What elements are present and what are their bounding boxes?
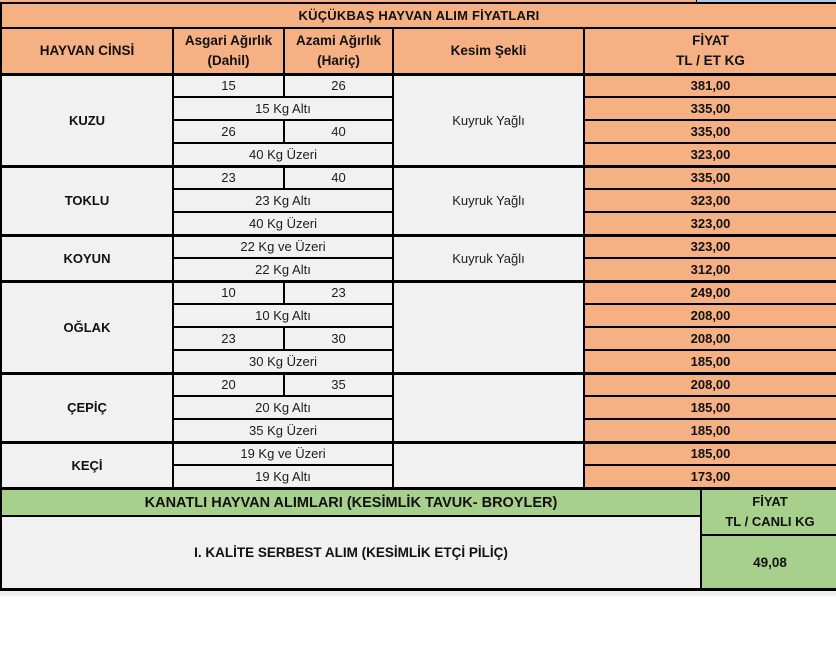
poultry-title: KANATLI HAYVAN ALIMLARI (KESİMLİK TAVUK- BROYLER) <box>2 490 702 517</box>
weight-max: 40 <box>284 120 393 143</box>
price-cell: 208,00 <box>584 373 836 396</box>
col-header-max-line2: (Hariç) <box>317 52 360 68</box>
animal-name-koyun: KOYUN <box>1 235 173 281</box>
animal-name-keci: KEÇİ <box>1 442 173 488</box>
weight-range: 35 Kg Üzeri <box>173 419 393 442</box>
weight-max: 30 <box>284 327 393 350</box>
poultry-price-header-line2: TL / CANLI KG <box>725 514 815 529</box>
weight-range: 22 Kg ve Üzeri <box>173 235 393 258</box>
col-header-animal: HAYVAN CİNSİ <box>1 28 173 74</box>
weight-range: 40 Kg Üzeri <box>173 212 393 235</box>
animal-name-oglak: OĞLAK <box>1 281 173 373</box>
price-cell: 335,00 <box>584 97 836 120</box>
cut-style-cell <box>393 373 584 442</box>
poultry-price-header <box>702 490 836 536</box>
col-header-price <box>584 28 836 74</box>
price-cell: 185,00 <box>584 350 836 373</box>
weight-min: 15 <box>173 74 284 97</box>
weight-min: 26 <box>173 120 284 143</box>
col-header-price-line2: TL / ET KG <box>676 52 745 68</box>
weight-min: 23 <box>173 166 284 189</box>
table-row <box>1 235 836 258</box>
weight-min: 10 <box>173 281 284 304</box>
poultry-price-value: 49,08 <box>702 536 836 588</box>
col-header-cut-style: Kesim Şekli <box>393 28 584 74</box>
table-title-row <box>1 3 836 28</box>
price-cell: 312,00 <box>584 258 836 281</box>
weight-range: 15 Kg Altı <box>173 97 393 120</box>
weight-range: 40 Kg Üzeri <box>173 143 393 166</box>
weight-min: 23 <box>173 327 284 350</box>
price-cell: 323,00 <box>584 212 836 235</box>
poultry-section <box>0 489 836 591</box>
animal-name-toklu: TOKLU <box>1 166 173 235</box>
price-cell: 185,00 <box>584 442 836 465</box>
animal-name-kuzu: KUZU <box>1 74 173 166</box>
weight-max: 40 <box>284 166 393 189</box>
price-cell: 208,00 <box>584 327 836 350</box>
price-cell: 381,00 <box>584 74 836 97</box>
price-cell: 249,00 <box>584 281 836 304</box>
weight-range: 23 Kg Altı <box>173 189 393 212</box>
cutoff-row-sliver <box>0 0 836 2</box>
table-row <box>1 373 836 396</box>
cut-style-cell <box>393 281 584 373</box>
table-row <box>1 442 836 465</box>
poultry-price-header-line1: FİYAT <box>752 494 788 509</box>
price-cell: 185,00 <box>584 419 836 442</box>
price-cell: 323,00 <box>584 143 836 166</box>
price-cell: 323,00 <box>584 235 836 258</box>
weight-min: 20 <box>173 373 284 396</box>
price-cell: 173,00 <box>584 465 836 488</box>
weight-range: 19 Kg ve Üzeri <box>173 442 393 465</box>
col-header-max-weight <box>284 28 393 74</box>
col-header-min-weight <box>173 28 284 74</box>
weight-range: 22 Kg Altı <box>173 258 393 281</box>
bottom-margin-strip <box>0 591 836 596</box>
weight-range: 20 Kg Altı <box>173 396 393 419</box>
livestock-price-table <box>0 2 836 489</box>
price-cell: 208,00 <box>584 304 836 327</box>
col-header-price-line1: FİYAT <box>692 32 729 48</box>
price-cell: 335,00 <box>584 120 836 143</box>
animal-name-cepic: ÇEPİÇ <box>1 373 173 442</box>
table-row <box>1 166 836 189</box>
col-header-min-line2: (Dahil) <box>207 52 250 68</box>
price-cell: 185,00 <box>584 396 836 419</box>
cut-style-cell: Kuyruk Yağlı <box>393 166 584 235</box>
table-row <box>1 74 836 97</box>
weight-range: 30 Kg Üzeri <box>173 350 393 373</box>
col-header-min-line1: Asgari Ağırlık <box>184 32 273 48</box>
col-header-max-line1: Azami Ağırlık <box>295 32 382 48</box>
table-title: KÜÇÜKBAŞ HAYVAN ALIM FİYATLARI <box>1 3 836 28</box>
cut-style-cell: Kuyruk Yağlı <box>393 235 584 281</box>
sliver-orange <box>0 0 697 2</box>
weight-max: 35 <box>284 373 393 396</box>
poultry-item-label: I. KALİTE SERBEST ALIM (KESİMLİK ETÇİ PİLİÇ) <box>2 517 702 588</box>
weight-range: 19 Kg Altı <box>173 465 393 488</box>
cut-style-cell <box>393 442 584 488</box>
weight-max: 26 <box>284 74 393 97</box>
table-row <box>1 281 836 304</box>
weight-range: 10 Kg Altı <box>173 304 393 327</box>
column-header-row <box>1 28 836 74</box>
weight-max: 23 <box>284 281 393 304</box>
sliver-blue <box>697 0 836 2</box>
cut-style-cell: Kuyruk Yağlı <box>393 74 584 166</box>
price-cell: 323,00 <box>584 189 836 212</box>
price-cell: 335,00 <box>584 166 836 189</box>
